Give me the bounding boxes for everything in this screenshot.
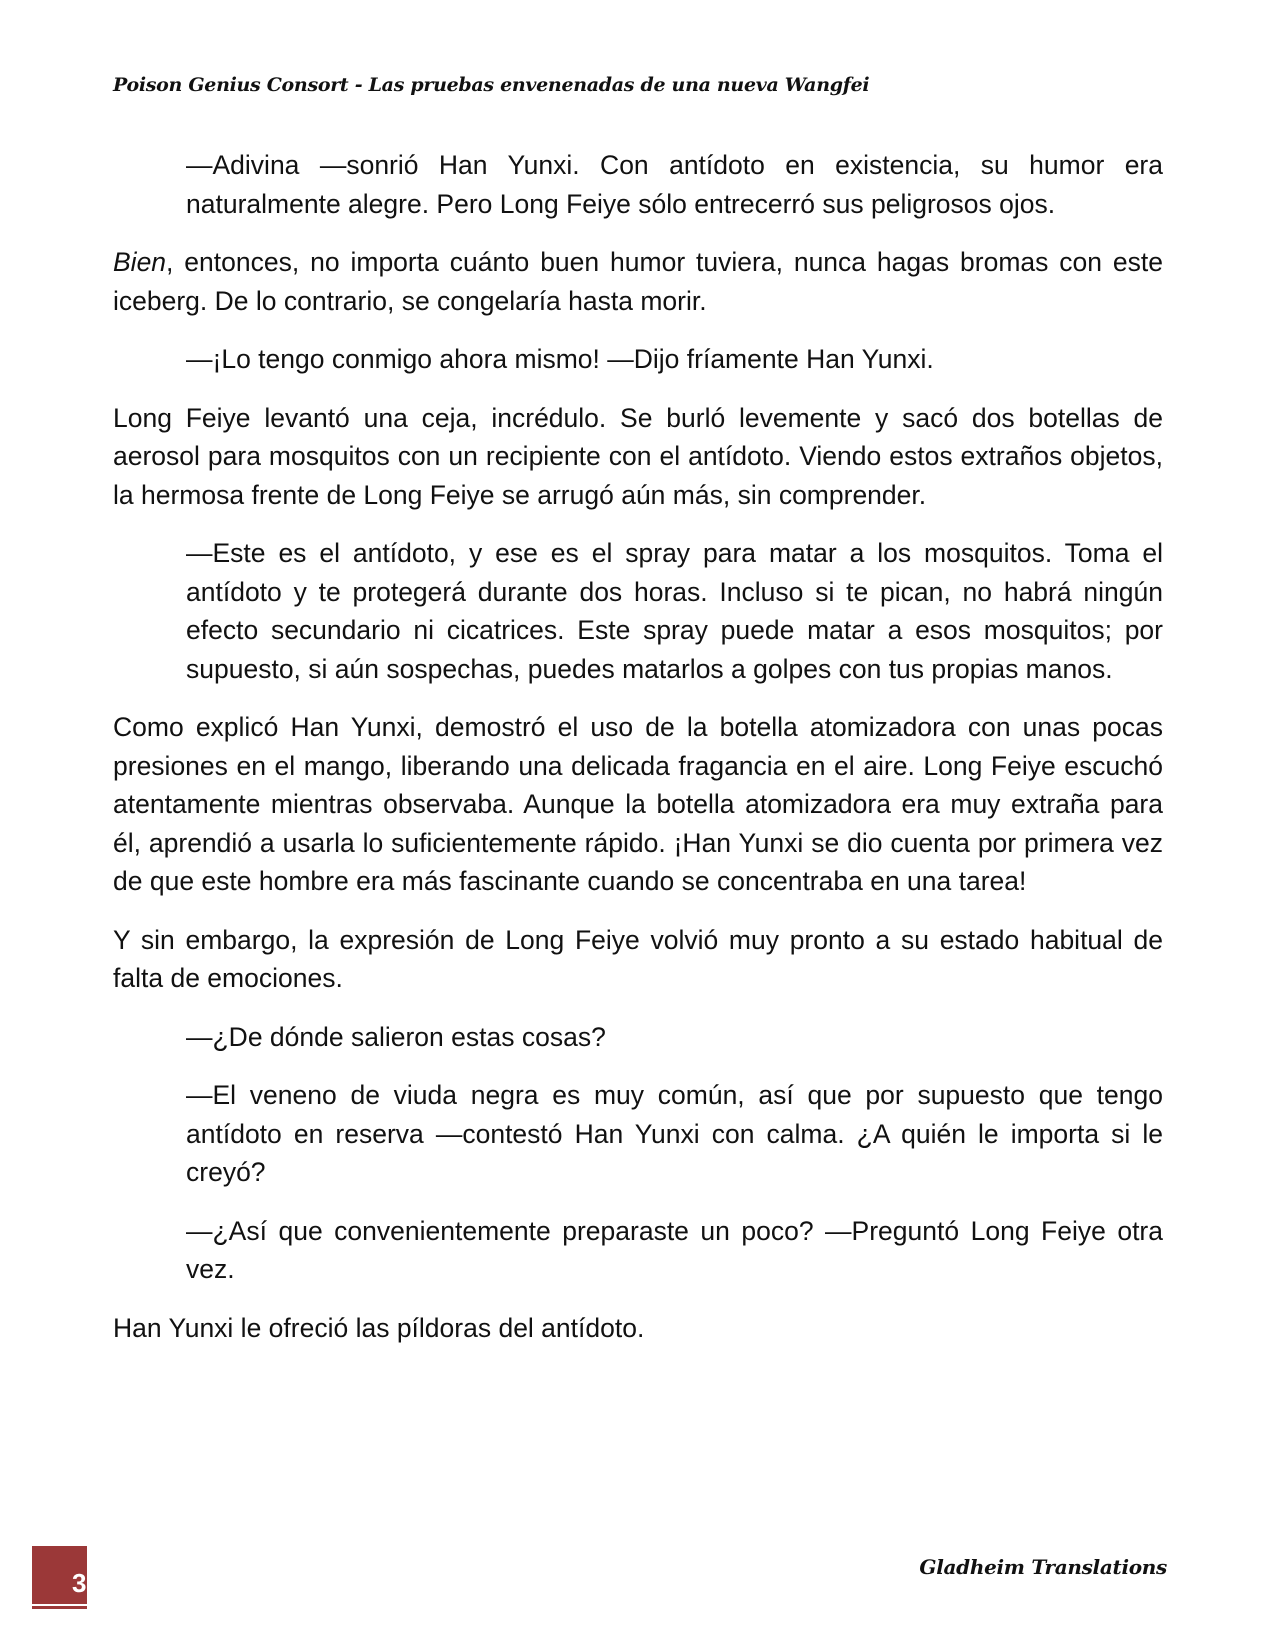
paragraph-2-text: , entonces, no importa cuánto buen humor tuviera, nunca hagas bromas con este iceberg. De lo contrario, se congelaría hasta morir. — [113, 247, 1163, 316]
header-title: Poison Genius Consort - Las pruebas envenenadas de una nueva Wangfei — [113, 74, 870, 96]
paragraph-4: Long Feiye levantó una ceja, incrédulo. Se burló levemente y sacó dos botellas de aerosol para mosquitos con un recipiente con el antídoto. Viendo estos extraños objetos, la hermosa frente de Long Feiye se arrugó aún más, sin comprender. — [113, 402, 1163, 510]
paragraph-9: —El veneno de viuda negra es muy común, así que por supuesto que tengo antídoto en reserva —contestó Han Yunxi con calma. ¿A quién le importa si le creyó? — [186, 1080, 1163, 1187]
document-body — [113, 146, 1163, 1367]
paragraph-2 — [113, 243, 1163, 320]
paragraph-5: —Este es el antídoto, y ese es el spray para matar a los mosquitos. Toma el antídoto y te protegerá durante dos horas. Incluso si te pican, no habrá ningún efecto secundario ni cicatrices. Este spray puede matar a esos mosquitos; por supuesto, si aún sospechas, puedes matarlos a golpes con tus propias manos. — [186, 538, 1163, 684]
footer-credit: Gladheim Translations — [919, 1555, 1167, 1579]
paragraph-8: —¿De dónde salieron estas cosas? — [186, 1021, 606, 1052]
page-number-underline — [32, 1606, 87, 1609]
paragraph-10: —¿Así que convenientemente preparaste un poco? —Preguntó Long Feiye otra vez. — [186, 1215, 1163, 1284]
paragraph-3: —¡Lo tengo conmigo ahora mismo! —Dijo fríamente Han Yunxi. — [186, 344, 934, 374]
page-number: 3 — [72, 1568, 87, 1598]
paragraph-7: Y sin embargo, la expresión de Long Feiye volvió muy pronto a su estado habitual de falta de emociones. — [113, 924, 1163, 993]
paragraph-6: Como explicó Han Yunxi, demostró el uso de la botella atomizadora con unas pocas presiones en el mango, liberando una delicada fragancia en el aire. Long Feiye escuchó atentamente mientras observaba. Aunque la botella atomizadora era muy extraña para él, aprendió a usarla lo suficientemente rápido. ¡Han Yunxi se dio cuenta por primera vez de que este hombre era más fascinante cuando se concentraba en una tarea! — [113, 712, 1163, 896]
paragraph-11: Han Yunxi le ofreció las píldoras del antídoto. — [113, 1312, 645, 1343]
italic-word: Bien — [113, 247, 167, 277]
paragraph-1: —Adivina —sonrió Han Yunxi. Con antídoto en existencia, su humor era naturalmente alegre. Pero Long Feiye sólo entrecerró sus peligrosos ojos. — [186, 150, 1163, 219]
